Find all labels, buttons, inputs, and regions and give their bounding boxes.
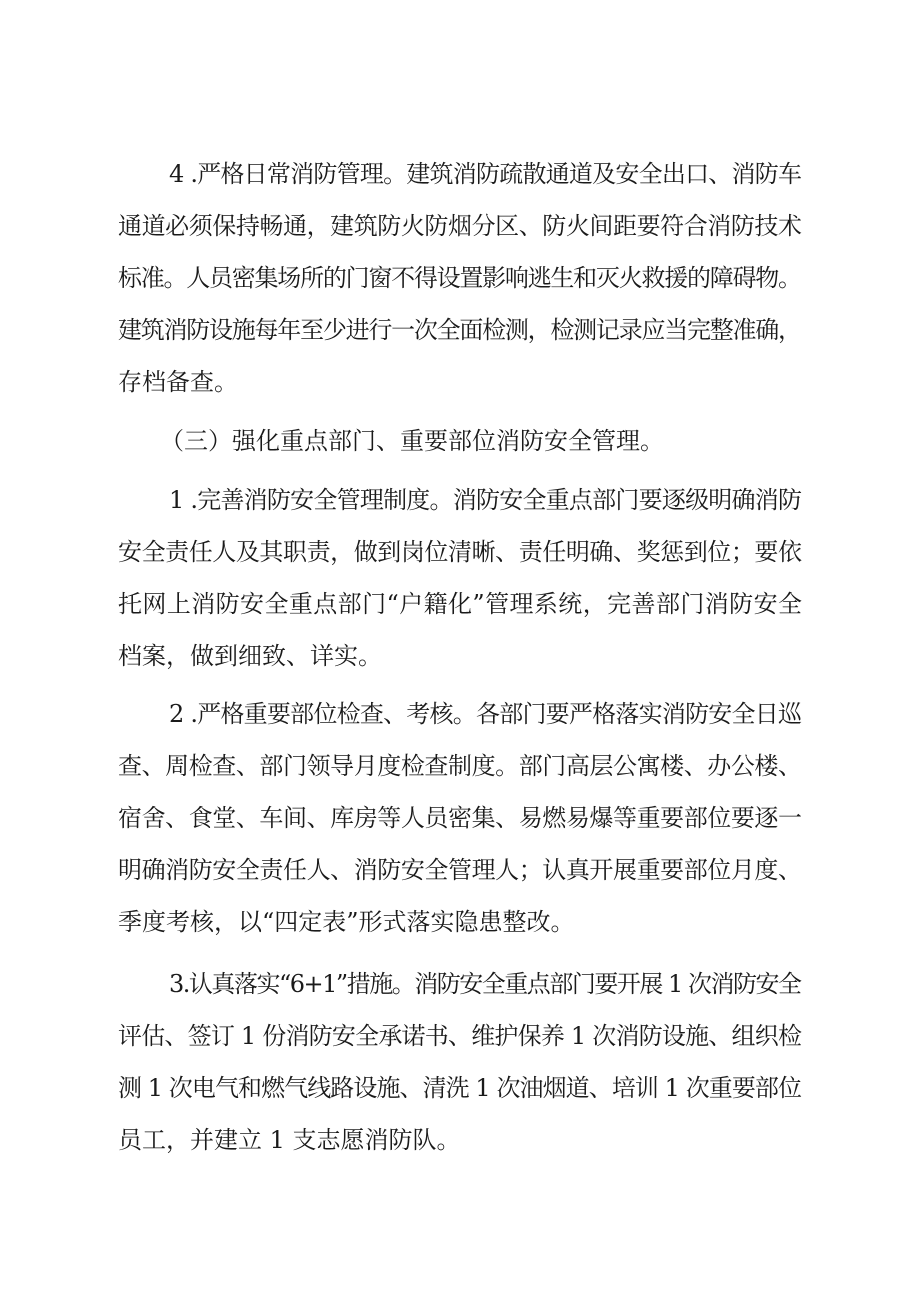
text-line: 档案，做到细致、详实。	[118, 642, 382, 670]
heading-line: （三）强化重点部门、重要部位消防安全管理。	[160, 427, 664, 455]
text-line: 存档备查。	[118, 368, 238, 396]
text-line: 3.认真落实“6+1”措施。消防安全重点部门要开展 1 次消防安全	[169, 970, 801, 998]
text-line: 托网上消防安全重点部门“户籍化”管理系统，完善部门消防安全	[118, 590, 803, 618]
text-line: 建筑消防设施每年至少进行一次全面检测，检测记录应当完整准确，	[118, 316, 801, 344]
text-line: 季度考核，以“四定表”形式落实隐患整改。	[118, 908, 575, 936]
text-line: 4 .严格日常消防管理。建筑消防疏散通道及安全出口、消防车	[169, 160, 802, 188]
text-line: 标准。人员密集场所的门窗不得设置影响逃生和灭火救援的障碍物。	[118, 264, 801, 292]
text-line: 测 1 次电气和燃气线路设施、清洗 1 次油烟道、培训 1 次重要部位	[118, 1074, 802, 1102]
text-line: 查、周检查、部门领导月度检查制度。部门高层公寓楼、办公楼、	[118, 752, 802, 780]
text-line: 评估、签订 1 份消防安全承诺书、维护保养 1 次消防设施、组织检	[118, 1022, 802, 1050]
text-line: 明确消防安全责任人、消防安全管理人；认真开展重要部位月度、	[118, 856, 802, 884]
text-line: 通道必须保持畅通，建筑防火防烟分区、防火间距要符合消防技术	[118, 212, 802, 240]
text-line: 2 .严格重要部位检查、考核。各部门要严格落实消防安全日巡	[169, 700, 802, 728]
text-line: 安全责任人及其职责，做到岗位清晰、责任明确、奖惩到位；要依	[118, 538, 802, 566]
text-line: 员工，并建立 1 支志愿消防队。	[118, 1126, 461, 1154]
text-line: 宿舍、食堂、车间、库房等人员密集、易燃易爆等重要部位要逐一	[118, 804, 802, 832]
text-line: 1 .完善消防安全管理制度。消防安全重点部门要逐级明确消防	[169, 486, 802, 514]
